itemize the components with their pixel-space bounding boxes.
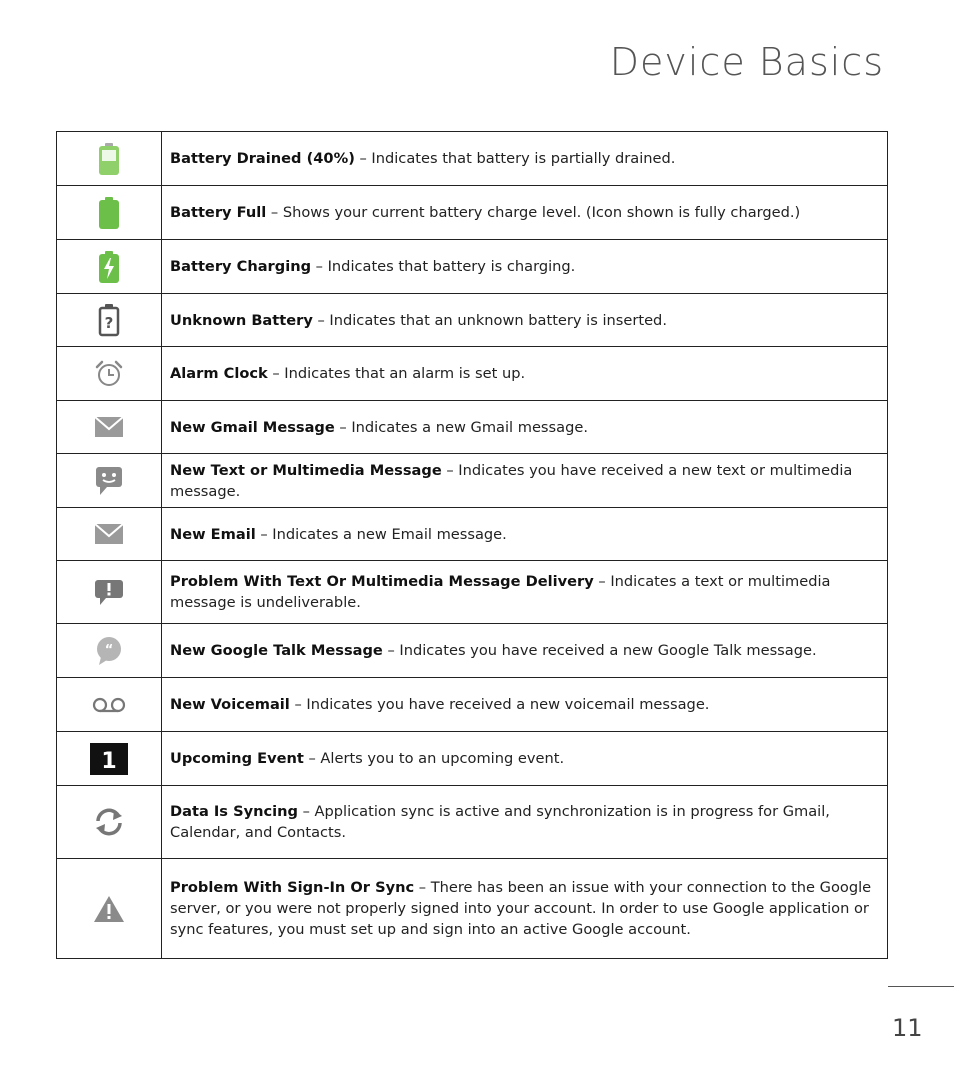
icon-cell bbox=[57, 859, 162, 959]
icon-cell bbox=[57, 132, 162, 186]
icon-cell bbox=[57, 347, 162, 401]
icon-cell bbox=[57, 732, 162, 786]
table-row bbox=[57, 561, 888, 624]
icon-cell bbox=[57, 186, 162, 240]
page-number: 11 bbox=[892, 1014, 923, 1042]
table-row bbox=[57, 454, 888, 508]
table-row bbox=[57, 240, 888, 294]
row-description: Problem With Sign-In Or Sync – There has been an issue with your connection to the Google server, or you were not properly signed into your account. In order to use Google application or sync features, you must set up and sign into an active Google account. bbox=[162, 859, 888, 959]
icon-cell bbox=[57, 786, 162, 859]
row-description: Problem With Text Or Multimedia Message Delivery – Indicates a text or multimedia message is undeliverable. bbox=[162, 561, 888, 624]
battery-drained-icon bbox=[97, 142, 121, 176]
table-row bbox=[57, 508, 888, 561]
icon-cell bbox=[57, 678, 162, 732]
google-talk-icon bbox=[93, 635, 125, 667]
table-row bbox=[57, 132, 888, 186]
voicemail-icon bbox=[92, 696, 126, 714]
row-description: New Text or Multimedia Message – Indicates you have received a new text or multimedia message. bbox=[162, 454, 888, 508]
icon-cell bbox=[57, 508, 162, 561]
row-description: Battery Drained (40%) – Indicates that battery is partially drained. bbox=[162, 132, 888, 186]
table-row bbox=[57, 859, 888, 959]
table-row bbox=[57, 347, 888, 401]
table-row bbox=[57, 624, 888, 678]
row-description: New Voicemail – Indicates you have received a new voicemail message. bbox=[162, 678, 888, 732]
message-error-icon bbox=[92, 577, 126, 607]
text-message-icon bbox=[92, 465, 126, 497]
footer-divider bbox=[888, 986, 954, 987]
calendar-event-icon bbox=[89, 742, 129, 776]
row-description: Battery Charging – Indicates that battery is charging. bbox=[162, 240, 888, 294]
icon-cell bbox=[57, 240, 162, 294]
icon-cell bbox=[57, 454, 162, 508]
table-row bbox=[57, 401, 888, 454]
battery-full-icon bbox=[97, 196, 121, 230]
alarm-clock-icon bbox=[94, 359, 124, 389]
svg-text:“: “ bbox=[104, 642, 114, 658]
table-row bbox=[57, 294, 888, 347]
sync-icon bbox=[92, 807, 126, 837]
email-envelope-icon bbox=[94, 523, 124, 545]
row-description: Upcoming Event – Alerts you to an upcoming event. bbox=[162, 732, 888, 786]
icon-cell bbox=[57, 294, 162, 347]
unknown-battery-icon bbox=[97, 303, 121, 337]
icon-cell bbox=[57, 401, 162, 454]
row-description: Battery Full – Shows your current battery charge level. (Icon shown is fully charged.) bbox=[162, 186, 888, 240]
table-row bbox=[57, 786, 888, 859]
gmail-envelope-icon bbox=[94, 416, 124, 438]
row-description: Alarm Clock – Indicates that an alarm is set up. bbox=[162, 347, 888, 401]
row-description: New Google Talk Message – Indicates you have received a new Google Talk message. bbox=[162, 624, 888, 678]
table-row bbox=[57, 732, 888, 786]
warning-icon bbox=[92, 894, 126, 924]
svg-text:1: 1 bbox=[101, 748, 117, 774]
icon-cell bbox=[57, 561, 162, 624]
table-row bbox=[57, 186, 888, 240]
row-description: Unknown Battery – Indicates that an unknown battery is inserted. bbox=[162, 294, 888, 347]
page-title: Device Basics bbox=[609, 40, 884, 84]
icon-cell bbox=[57, 624, 162, 678]
row-description: New Gmail Message – Indicates a new Gmail message. bbox=[162, 401, 888, 454]
table-row bbox=[57, 678, 888, 732]
row-description: New Email – Indicates a new Email message. bbox=[162, 508, 888, 561]
svg-text:?: ? bbox=[104, 314, 114, 332]
status-icon-table bbox=[56, 131, 888, 959]
battery-charging-icon bbox=[97, 250, 121, 284]
row-description: Data Is Syncing – Application sync is active and synchronization is in progress for Gmail, Calendar, and Contacts. bbox=[162, 786, 888, 859]
